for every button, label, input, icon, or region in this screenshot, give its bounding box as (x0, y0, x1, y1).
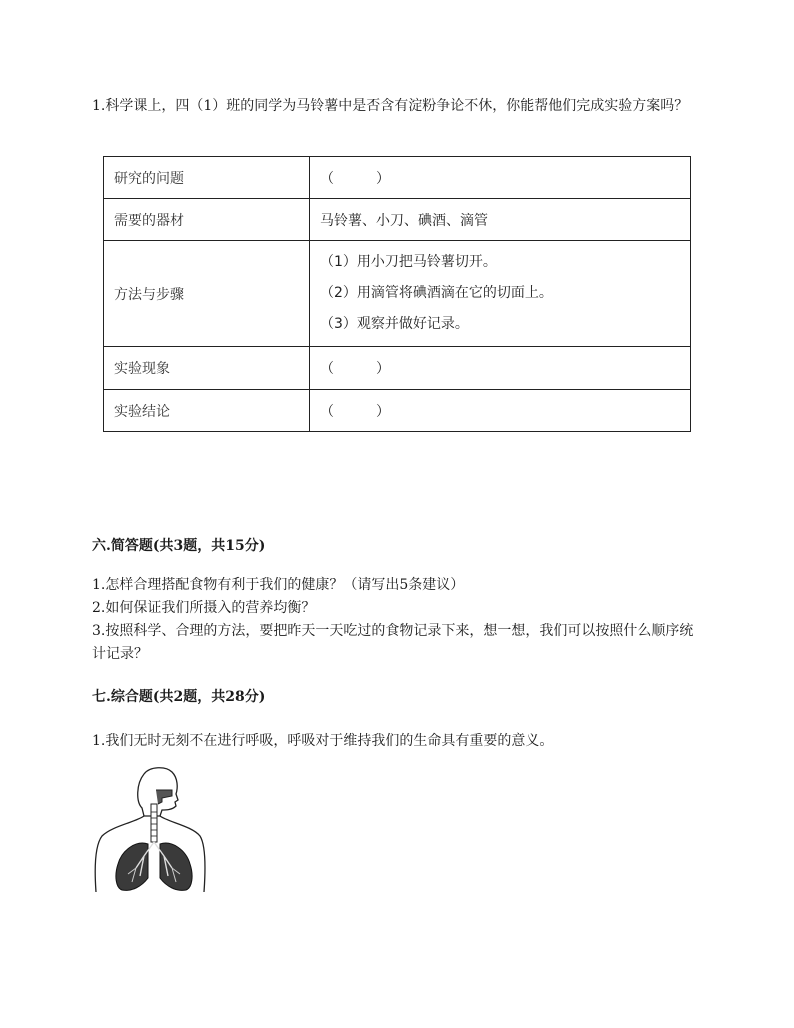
list-item: 2.如何保证我们所摄入的营养均衡？ (92, 600, 316, 616)
question-1-text: 1.科学课上，四（1）班的同学为马铃薯中是否含有淀粉争论不休，你能帮他们完成实验方案吗？ (92, 98, 689, 114)
row-label: 方法与步骤 (104, 241, 310, 347)
table-row (104, 157, 691, 199)
section-7-question: 1.我们无时无刻不在进行呼吸，呼吸对于维持我们的生命具有重要的意义。 (92, 733, 554, 749)
answer-blank: （ ） (310, 390, 691, 432)
answer-blank: （ ） (310, 157, 691, 199)
list-item: 3.按照科学、合理的方法，要把昨天一天吃过的食物记录下来，想一想，我们可以按照什么顺序统计记录？ (92, 623, 694, 662)
table-row (104, 199, 691, 241)
row-label: 研究的问题 (104, 157, 310, 199)
table-row (104, 347, 691, 390)
row-label: 实验结论 (104, 390, 310, 432)
respiratory-system-figure (92, 764, 207, 896)
table-row (104, 241, 691, 347)
section-7-title: 七.综合题(共2题，共28分) (92, 689, 266, 705)
answer-blank: （ ） (310, 347, 691, 390)
section-6-title: 六.简答题(共3题，共15分) (92, 538, 266, 554)
table-row (104, 390, 691, 432)
row-label: 需要的器材 (104, 199, 310, 241)
experiment-plan-table (103, 156, 691, 432)
method-steps (310, 241, 691, 347)
step-item: （1）用小刀把马铃薯切开。 (320, 254, 497, 270)
list-item: 1.怎样合理搭配食物有利于我们的健康？（请写出5条建议） (92, 577, 465, 593)
step-item: （3）观察并做好记录。 (320, 316, 469, 332)
section-6-questions (92, 574, 707, 666)
materials-value: 马铃薯、小刀、碘酒、滴管 (310, 199, 691, 241)
step-item: （2）用滴管将碘酒滴在它的切面上。 (320, 285, 553, 301)
row-label: 实验现象 (104, 347, 310, 390)
